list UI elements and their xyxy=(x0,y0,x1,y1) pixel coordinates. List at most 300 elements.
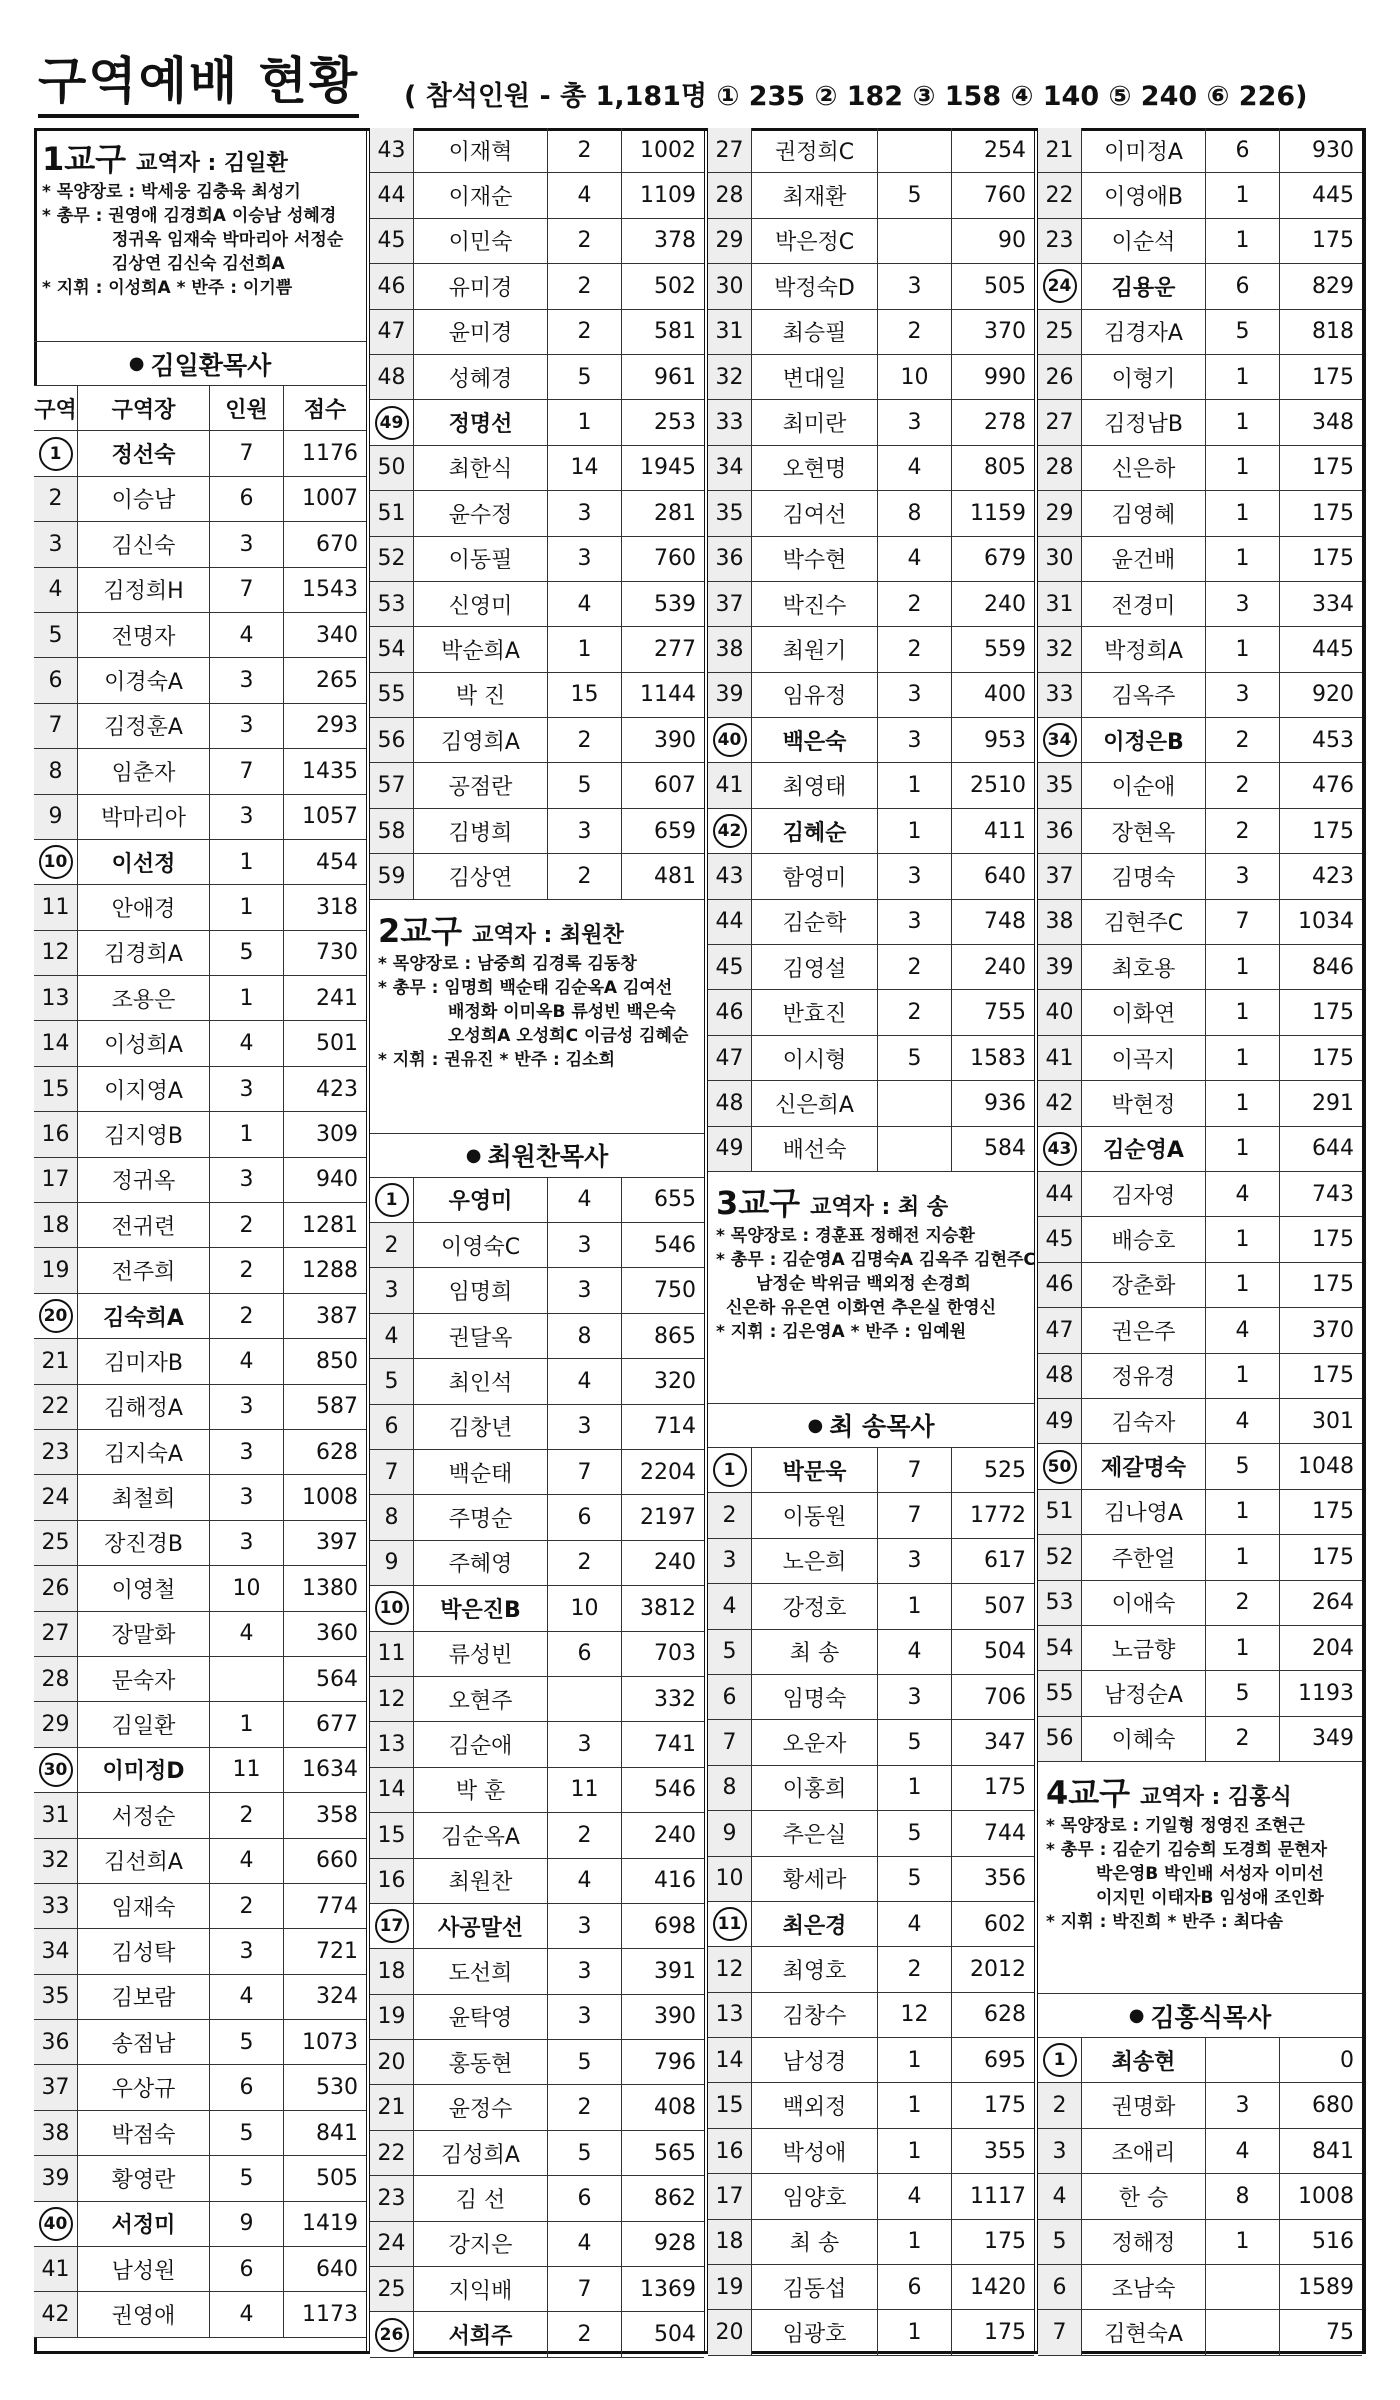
district-3-info xyxy=(708,1172,1034,1404)
leader-name: 최재환 xyxy=(752,173,878,217)
table-row xyxy=(1038,1490,1362,1535)
district-number: 51 xyxy=(1038,1490,1082,1534)
leader-name: 최원찬 xyxy=(414,1859,548,1903)
district-number: 6 xyxy=(370,1405,414,1449)
table-row xyxy=(34,1339,366,1384)
leader-name: 최미란 xyxy=(752,400,878,444)
score: 1034 xyxy=(1298,909,1354,935)
score: 175 xyxy=(1312,1045,1354,1071)
leader-name: 이혜숙 xyxy=(1082,1717,1206,1761)
district-4-info xyxy=(1038,1762,1362,1994)
attendee-count: 3 xyxy=(210,1158,284,1202)
leader-name: 정유경 xyxy=(1082,1354,1206,1398)
attendee-count: 5 xyxy=(548,763,622,807)
score: 2510 xyxy=(970,773,1026,799)
table-row xyxy=(34,1657,366,1702)
table-row xyxy=(1038,446,1362,491)
table-row xyxy=(370,128,704,173)
leader-name: 조용은 xyxy=(78,976,210,1020)
district-3-line: 신은하 유은연 이화연 추은실 한영신 xyxy=(726,1297,997,1318)
leader-name: 문숙자 xyxy=(78,1657,210,1701)
table-row xyxy=(34,1793,366,1838)
score: 1634 xyxy=(302,1757,358,1783)
attendee-count: 6 xyxy=(548,1632,622,1676)
score: 390 xyxy=(654,2004,696,2030)
attendee-count: 4 xyxy=(210,1839,284,1883)
district-number: 24 xyxy=(34,1475,78,1519)
leader-name: 남성경 xyxy=(752,2038,878,2082)
district-number: 32 xyxy=(34,1839,78,1883)
table-row xyxy=(708,763,1034,808)
score: 1369 xyxy=(640,2276,696,2302)
table-row xyxy=(34,1748,366,1793)
table-row xyxy=(1038,264,1362,309)
bullet-icon: ● xyxy=(807,1414,824,1436)
district-2-line: * 총무 : 임명희 백순태 김순옥A 김여선 xyxy=(378,977,673,998)
table-row xyxy=(34,976,366,1021)
score: 805 xyxy=(984,455,1026,481)
score: 175 xyxy=(1312,228,1354,254)
leader-name: 김창년 xyxy=(414,1405,548,1449)
leader-name: 전경미 xyxy=(1082,582,1206,626)
table-row xyxy=(1038,2129,1362,2174)
leader-name: 지익배 xyxy=(414,2267,548,2311)
table-row xyxy=(708,2310,1034,2355)
leader-name: 황영란 xyxy=(78,2156,210,2200)
attendee-count: 6 xyxy=(878,2265,952,2309)
score: 445 xyxy=(1312,183,1354,209)
table-row xyxy=(370,219,704,264)
attendee-count: 4 xyxy=(878,1630,952,1674)
score: 644 xyxy=(1312,1136,1354,1162)
table-row xyxy=(370,1314,704,1359)
district-number xyxy=(1038,264,1082,308)
leader-name: 장춘화 xyxy=(1082,1263,1206,1307)
attendee-count: 3 xyxy=(878,1539,952,1583)
district-4-line: * 목양장로 : 기일형 정영진 조현근 xyxy=(1046,1816,1305,1837)
score: 1144 xyxy=(640,682,696,708)
table-row xyxy=(370,1722,704,1767)
score: 476 xyxy=(1312,773,1354,799)
district-number: 33 xyxy=(708,400,752,444)
district-number: 58 xyxy=(370,809,414,853)
district-2-title: 2교구 xyxy=(378,911,463,950)
table-row xyxy=(708,900,1034,945)
district-number: 5 xyxy=(34,613,78,657)
district-number: 25 xyxy=(370,2267,414,2311)
table-row xyxy=(370,2312,704,2357)
district-number: 14 xyxy=(708,2038,752,2082)
table-row xyxy=(1038,763,1362,808)
district-2-line: * 목양장로 : 남중희 김경록 김동창 xyxy=(378,953,637,974)
attendee-count xyxy=(878,1081,952,1125)
score: 204 xyxy=(1312,1635,1354,1661)
leader-name: 김순옥A xyxy=(414,1813,548,1857)
score: 1002 xyxy=(640,137,696,163)
district-number: 28 xyxy=(1038,446,1082,490)
district-1-line: 김상연 김신숙 김선희A xyxy=(112,254,285,274)
score: 1176 xyxy=(302,441,358,467)
score: 387 xyxy=(316,1303,358,1329)
table-row xyxy=(370,1632,704,1677)
score: 796 xyxy=(654,2049,696,2075)
attendee-count: 3 xyxy=(210,795,284,839)
score: 358 xyxy=(316,1802,358,1828)
score: 936 xyxy=(984,1090,1026,1116)
district-number: 44 xyxy=(1038,1172,1082,1216)
attendee-count: 5 xyxy=(878,173,952,217)
attendee-count: 2 xyxy=(878,990,952,1034)
attendee-count: 1 xyxy=(548,400,622,444)
leader-name: 박은정C xyxy=(752,219,878,263)
attendee-count: 7 xyxy=(210,568,284,612)
score: 587 xyxy=(316,1394,358,1420)
table-row xyxy=(1038,1036,1362,1081)
table-row xyxy=(708,1857,1034,1902)
table-row xyxy=(708,1036,1034,1081)
table-row xyxy=(370,1768,704,1813)
leader-name: 강지은 xyxy=(414,2222,548,2266)
table-row xyxy=(370,537,704,582)
score: 818 xyxy=(1312,319,1354,345)
leader-name: 김혜순 xyxy=(752,809,878,853)
district-number: 23 xyxy=(34,1430,78,1474)
attendee-count: 1 xyxy=(1206,1036,1280,1080)
district-number: 2 xyxy=(1038,2083,1082,2127)
attendee-count: 4 xyxy=(210,613,284,657)
leader-name: 황세라 xyxy=(752,1857,878,1901)
attendee-count: 3 xyxy=(878,400,952,444)
attendee-count: 5 xyxy=(210,2020,284,2064)
table-row xyxy=(370,446,704,491)
district-number: 29 xyxy=(1038,491,1082,535)
attendee-count: 1 xyxy=(1206,1626,1280,1670)
score: 703 xyxy=(654,1641,696,1667)
circled-number: 26 xyxy=(375,2318,409,2352)
district-3-title: 3교구 xyxy=(716,1183,801,1222)
leader-name: 이순애 xyxy=(1082,763,1206,807)
table-row xyxy=(34,1975,366,2020)
leader-name: 김동섭 xyxy=(752,2265,878,2309)
table-row xyxy=(370,1268,704,1313)
table-row xyxy=(34,431,366,476)
leader-name: 이화연 xyxy=(1082,990,1206,1034)
attendee-count: 3 xyxy=(548,1904,622,1948)
district-number: 4 xyxy=(708,1584,752,1628)
score: 862 xyxy=(654,2185,696,2211)
score: 670 xyxy=(316,531,358,557)
leader-name: 공점란 xyxy=(414,763,548,807)
table-row xyxy=(708,990,1034,1035)
table-row xyxy=(708,2220,1034,2265)
table-row xyxy=(708,1539,1034,1584)
attendee-count: 2 xyxy=(1206,1717,1280,1761)
leader-name: 이성희A xyxy=(78,1021,210,1065)
leader-name: 김정훈A xyxy=(78,704,210,748)
leader-name: 김영희A xyxy=(414,718,548,762)
district-number: 5 xyxy=(1038,2220,1082,2264)
column-4 xyxy=(1038,128,1366,2354)
score: 714 xyxy=(654,1414,696,1440)
attendee-count: 2 xyxy=(1206,809,1280,853)
table-row xyxy=(708,2038,1034,2083)
district-4-pastor xyxy=(1038,1994,1362,2038)
district-number: 13 xyxy=(34,976,78,1020)
district-number: 3 xyxy=(370,1268,414,1312)
table-row xyxy=(708,491,1034,536)
district-number: 48 xyxy=(370,355,414,399)
attendee-count: 10 xyxy=(210,1566,284,1610)
leader-name: 성혜경 xyxy=(414,355,548,399)
district-number: 16 xyxy=(34,1112,78,1156)
attendee-count: 3 xyxy=(210,1475,284,1519)
leader-name: 이애숙 xyxy=(1082,1581,1206,1625)
table-row xyxy=(34,1203,366,1248)
table-row xyxy=(708,2083,1034,2128)
score: 1109 xyxy=(640,183,696,209)
attendee-count: 1 xyxy=(548,627,622,671)
score: 930 xyxy=(1312,137,1354,163)
attendee-count: 3 xyxy=(548,809,622,853)
table-row xyxy=(370,310,704,355)
attendee-count: 3 xyxy=(210,1929,284,1973)
district-number: 49 xyxy=(1038,1399,1082,1443)
attendee-count: 1 xyxy=(1206,1217,1280,1261)
district-number: 44 xyxy=(370,173,414,217)
table-row xyxy=(34,1021,366,1066)
table-row xyxy=(708,1127,1034,1172)
district-number: 11 xyxy=(34,885,78,929)
score: 1117 xyxy=(970,2183,1026,2209)
district-number: 25 xyxy=(1038,310,1082,354)
district-number: 7 xyxy=(708,1720,752,1764)
column-3 xyxy=(708,128,1038,2354)
district-number: 31 xyxy=(1038,582,1082,626)
score: 453 xyxy=(1312,727,1354,753)
district-number: 41 xyxy=(1038,1036,1082,1080)
leader-name: 김성희A xyxy=(414,2131,548,2175)
leader-name: 백은숙 xyxy=(752,718,878,762)
district-number: 36 xyxy=(34,2020,78,2064)
score: 397 xyxy=(316,1530,358,1556)
district-number: 2 xyxy=(370,1223,414,1267)
attendee-count: 4 xyxy=(548,1859,622,1903)
score: 841 xyxy=(316,2120,358,2146)
attendee-count: 5 xyxy=(210,2156,284,2200)
leader-name: 전명자 xyxy=(78,613,210,657)
attendee-count: 2 xyxy=(548,310,622,354)
table-row xyxy=(370,673,704,718)
district-3-rows-cont xyxy=(1038,128,1362,1762)
table-row xyxy=(370,763,704,808)
table-row xyxy=(34,2020,366,2065)
leader-name: 추은실 xyxy=(752,1811,878,1855)
attendee-count: 1 xyxy=(878,2310,952,2354)
score: 502 xyxy=(654,273,696,299)
leader-name: 이승남 xyxy=(78,477,210,521)
table-row xyxy=(34,2292,366,2337)
district-number xyxy=(370,400,414,444)
leader-name: 이동원 xyxy=(752,1493,878,1537)
table-row xyxy=(34,1612,366,1657)
score: 660 xyxy=(316,1848,358,1874)
district-number: 8 xyxy=(34,749,78,793)
table-row xyxy=(708,2265,1034,2310)
table-row xyxy=(1038,1172,1362,1217)
leader-name: 권정희C xyxy=(752,128,878,172)
score: 370 xyxy=(1312,1317,1354,1343)
attendee-count: 3 xyxy=(548,1995,622,2039)
score: 175 xyxy=(1312,1499,1354,1525)
district-number: 43 xyxy=(370,128,414,172)
district-number xyxy=(708,809,752,853)
district-number: 37 xyxy=(708,582,752,626)
table-row xyxy=(708,2174,1034,2219)
district-number: 45 xyxy=(708,945,752,989)
score: 240 xyxy=(654,1550,696,1576)
leader-name: 박문욱 xyxy=(752,1448,878,1492)
district-1-rows-cont xyxy=(370,128,704,900)
score: 846 xyxy=(1312,954,1354,980)
attendee-count: 4 xyxy=(1206,2129,1280,2173)
table-row xyxy=(34,2247,366,2292)
district-1-line: * 목양장로 : 박세웅 김충육 최성기 xyxy=(42,182,301,202)
score: 546 xyxy=(654,1777,696,1803)
score: 175 xyxy=(984,2320,1026,2346)
district-4-rows xyxy=(1038,2038,1362,2356)
leader-name: 김성탁 xyxy=(78,1929,210,1973)
district-number xyxy=(370,1178,414,1222)
score: 1281 xyxy=(302,1212,358,1238)
score: 2012 xyxy=(970,1956,1026,1982)
score: 1008 xyxy=(1298,2183,1354,2209)
leader-name: 윤건배 xyxy=(1082,537,1206,581)
attendee-count: 7 xyxy=(878,1493,952,1537)
district-number: 7 xyxy=(370,1450,414,1494)
district-2-line: 배정화 이미옥B 류성빈 백은숙 xyxy=(448,1001,676,1022)
district-number: 28 xyxy=(708,173,752,217)
column-2 xyxy=(370,128,708,2354)
table-row xyxy=(708,173,1034,218)
leader-name: 신은하 xyxy=(1082,446,1206,490)
attendee-count: 3 xyxy=(878,854,952,898)
attendee-count: 4 xyxy=(878,537,952,581)
district-1-title: 1교구 xyxy=(42,140,127,178)
district-number: 47 xyxy=(370,310,414,354)
district-number: 54 xyxy=(1038,1626,1082,1670)
score: 617 xyxy=(984,1548,1026,1574)
score: 90 xyxy=(998,228,1026,254)
table-row xyxy=(1038,2038,1362,2083)
district-3-line: 남정순 박위금 백외정 손경희 xyxy=(756,1273,971,1294)
table-row xyxy=(370,1223,704,1268)
table-row xyxy=(1038,1081,1362,1126)
table-row xyxy=(1038,673,1362,718)
leader-name: 박은진B xyxy=(414,1586,548,1630)
district-number: 32 xyxy=(708,355,752,399)
district-number: 8 xyxy=(370,1495,414,1539)
attendee-count: 3 xyxy=(548,537,622,581)
circled-number: 40 xyxy=(39,2207,73,2241)
score: 730 xyxy=(316,940,358,966)
leader-name: 이지영A xyxy=(78,1067,210,1111)
leader-name: 김창수 xyxy=(752,1993,878,2037)
leader-name: 이민숙 xyxy=(414,219,548,263)
circled-number: 11 xyxy=(713,1907,747,1941)
leader-name: 김영혜 xyxy=(1082,491,1206,535)
score: 850 xyxy=(316,1348,358,1374)
score: 1589 xyxy=(1298,2274,1354,2300)
district-number: 21 xyxy=(1038,128,1082,172)
district-number: 25 xyxy=(34,1521,78,1565)
table-row xyxy=(1038,854,1362,899)
district-number xyxy=(34,1294,78,1338)
district-number xyxy=(370,1904,414,1948)
score: 741 xyxy=(654,1732,696,1758)
attendee-count: 2 xyxy=(1206,763,1280,807)
score: 920 xyxy=(1312,682,1354,708)
leader-name: 임명희 xyxy=(414,1268,548,1312)
leader-name: 박마리아 xyxy=(78,795,210,839)
table-row xyxy=(1038,2083,1362,2128)
leader-name: 장진경B xyxy=(78,1521,210,1565)
attendee-count: 1 xyxy=(1206,627,1280,671)
district-number: 35 xyxy=(1038,763,1082,807)
leader-name: 이선정 xyxy=(78,840,210,884)
attendee-count: 6 xyxy=(210,477,284,521)
table-row xyxy=(708,1811,1034,1856)
table-row xyxy=(1038,2265,1362,2310)
circled-number: 20 xyxy=(39,1299,73,1333)
district-number: 29 xyxy=(34,1702,78,1746)
table-row xyxy=(1038,128,1362,173)
district-number xyxy=(708,1448,752,1492)
district-number: 6 xyxy=(708,1675,752,1719)
district-number xyxy=(34,1748,78,1792)
leader-name: 김해정A xyxy=(78,1385,210,1429)
attendee-count: 14 xyxy=(548,446,622,490)
attendee-count: 1 xyxy=(878,2083,952,2127)
score: 348 xyxy=(1312,410,1354,436)
table-row xyxy=(708,1584,1034,1629)
table-row xyxy=(34,1294,366,1339)
attendee-count: 4 xyxy=(548,2222,622,2266)
table-row xyxy=(708,718,1034,763)
district-number: 2 xyxy=(34,477,78,521)
table-row xyxy=(34,2202,366,2247)
score: 581 xyxy=(654,319,696,345)
attendee-count: 4 xyxy=(1206,1308,1280,1352)
district-number: 8 xyxy=(708,1766,752,1810)
table-row xyxy=(370,355,704,400)
score: 240 xyxy=(984,591,1026,617)
score: 501 xyxy=(316,1031,358,1057)
table-row xyxy=(34,522,366,567)
attendee-count: 1 xyxy=(1206,537,1280,581)
attendee-count: 1 xyxy=(1206,400,1280,444)
circled-number: 1 xyxy=(1043,2043,1077,2077)
leader-name: 홍동현 xyxy=(414,2040,548,2084)
leader-name: 김명숙 xyxy=(1082,854,1206,898)
score: 760 xyxy=(984,183,1026,209)
score: 1772 xyxy=(970,1503,1026,1529)
attendee-count: 4 xyxy=(1206,1172,1280,1216)
district-number: 14 xyxy=(370,1768,414,1812)
score: 961 xyxy=(654,364,696,390)
column-1 xyxy=(34,128,370,2354)
attendee-count: 9 xyxy=(210,2202,284,2246)
table-row xyxy=(1038,990,1362,1035)
